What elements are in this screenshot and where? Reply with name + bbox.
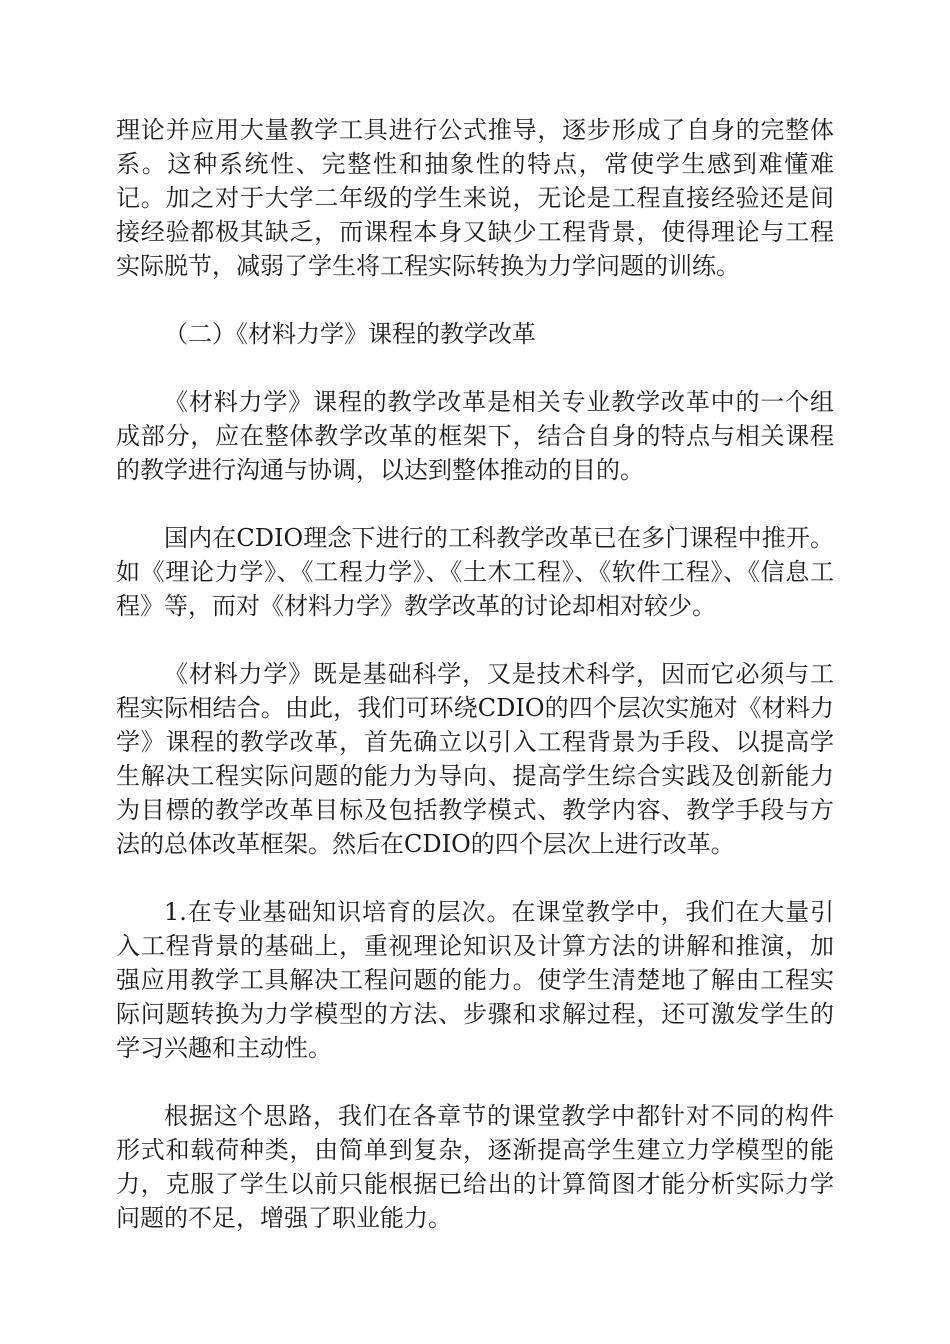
paragraph: 《材料力学》课程的教学改革是相关专业教学改革中的一个组成部分，应在整体教学改革的框架下，结合自身的特点与相关课程的教学进行沟通与协调，以达到整体推动的目的。 xyxy=(116,388,834,484)
paragraph: 1.在专业基础知识培育的层次。在课堂教学中，我们在大量引入工程背景的基础上，重视理论知识及计算方法的讲解和推演，加强应用教学工具解决工程问题的能力。使学生清楚地了解由工程实际问题转换为力学模型的方法、步骤和求解过程，还可激发学生的学习兴趣和主动性。 xyxy=(116,898,834,1062)
paragraph: 根据这个思路，我们在各章节的课堂教学中都针对不同的构件形式和载荷种类，由简单到复杂，逐渐提高学生建立力学模型的能力，克服了学生以前只能根据已给出的计算简图才能分析实际力学问题的不足，增强了职业能力。 xyxy=(116,1102,834,1232)
section-heading: （二）《材料力学》课程的教学改革 xyxy=(164,320,536,348)
paragraph-continued: 理论并应用大量教学工具进行公式推导，逐步形成了自身的完整体系。这种系统性、完整性和抽象性的特点，常使学生感到难懂难记。加之对于大学二年级的学生来说，无论是工程直接经验还是间接经验都极其缺乏，而课程本身又缺少工程背景，使得理论与工程实际脱节，减弱了学生将工程实际转换为力学问题的训练。 xyxy=(116,116,834,280)
document-body xyxy=(116,113,834,1235)
paragraph: 国内在CDIO理念下进行的工科教学改革已在多门课程中推开。如《理论力学》、《工程力学》、《土木工程》、《软件工程》、《信息工程》等，而对《材料力学》教学改革的讨论却相对较少。 xyxy=(116,524,834,620)
paragraph: 《材料力学》既是基础科学，又是技术科学，因而它必须与工程实际相结合。由此，我们可环绕CDIO的四个层次实施对《材料力学》课程的教学改革，首先确立以引入工程背景为手段、以提高学生解决工程实际问题的能力为导向、提高学生综合实践及创新能力为目標的教学改革目标及包括教学模式、教学内容、教学手段与方法的总体改革框架。然后在CDIO的四个层次上进行改革。 xyxy=(116,660,834,858)
